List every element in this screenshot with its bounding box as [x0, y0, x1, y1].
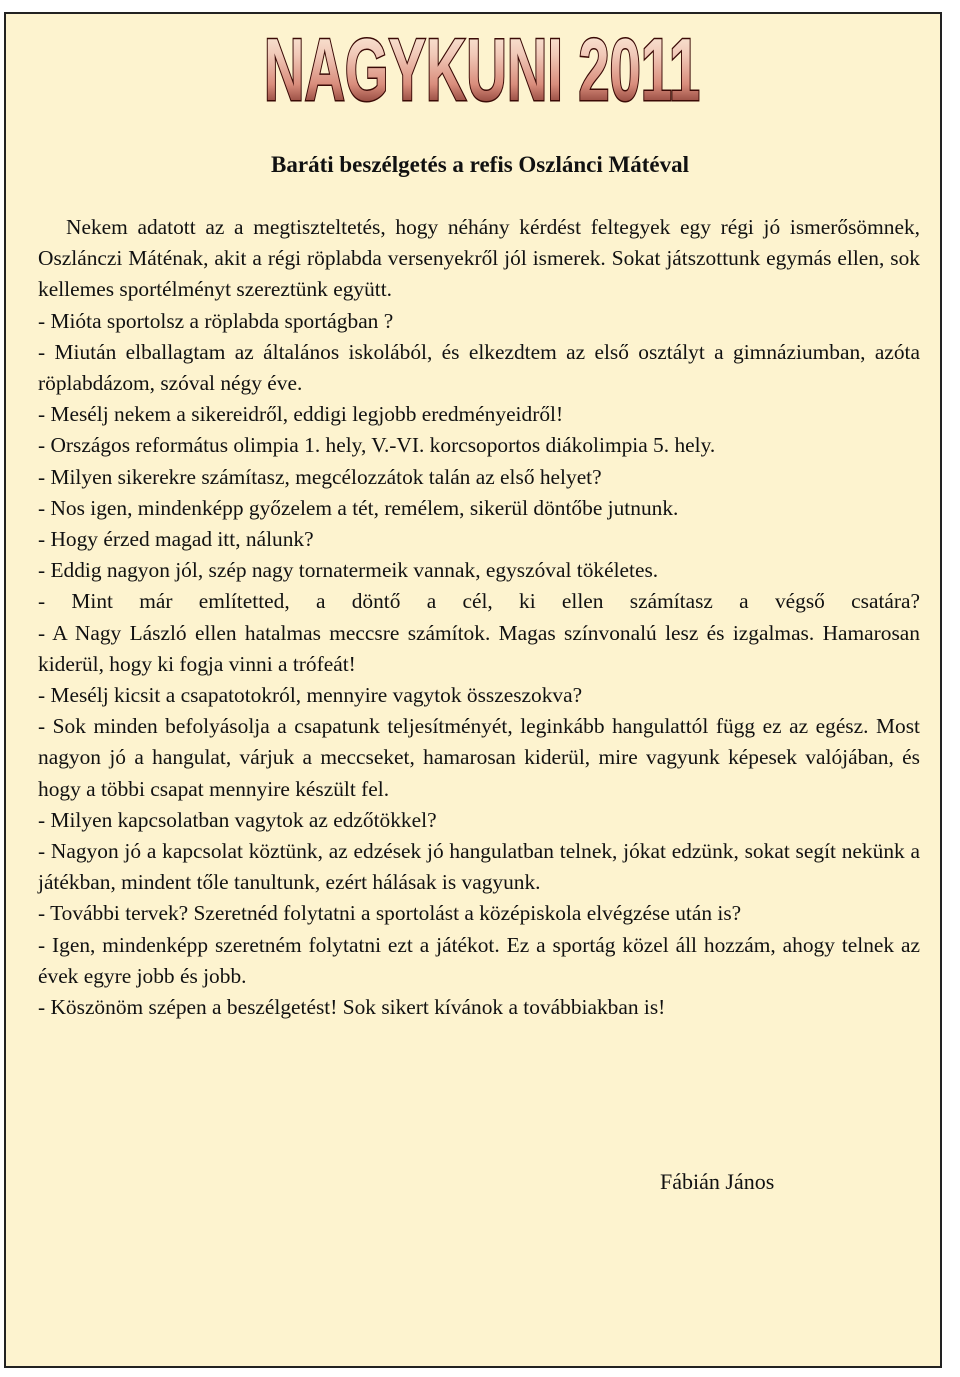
author-signature: Fábián János	[660, 1169, 775, 1194]
interview-line-closing: - Köszönöm szépen a beszélgetést! Sok sikert kívánok a továbbiakban is!	[38, 995, 666, 1020]
interview-line-question: - Mesélj kicsit a csapatotokról, mennyire vagytok összeszokva?	[38, 683, 583, 708]
intro-paragraph: Nekem adatott az a megtiszteltetés, hogy néhány kérdést feltegyek egy régi jó ismerősömnek, Oszlánczi Máténak, akit a régi röplabda versenyekről jól ismerek. Sokat játszottunk egymás ellen, sok kellemes sportélményt szereztünk együtt.	[38, 215, 920, 302]
interview-line-answer: - Országos református olimpia 1. hely, V.-VI. korcsoportos diákolimpia 5. hely.	[38, 433, 716, 458]
interview-line-question: - Hogy érzed magad itt, nálunk?	[38, 527, 314, 552]
interview-line-question: - Milyen sikerekre számítasz, megcélozzátok talán az első helyet?	[38, 464, 602, 489]
interview-line-answer: - Nagyon jó a kapcsolat köztünk, az edzések jó hangulatban telnek, jókat edzünk, sokat segít nekünk a játékban, mindent tőle tanultunk, ezért hálásak is vagyunk.	[38, 839, 920, 895]
interview-line-answer: - Nos igen, mindenképp győzelem a tét, remélem, sikerül döntőbe jutnunk.	[38, 495, 679, 520]
interview-line-question: - További tervek? Szeretnéd folytatni a sportolást a középiskola elvégzése után is?	[38, 901, 742, 926]
interview-line-question: - Mióta sportolsz a röplabda sportágban ?	[38, 308, 394, 333]
interview-line-question: - Mesélj nekem a sikereidről, eddigi legjobb eredményeidről!	[38, 402, 564, 427]
interview-line-answer: - A Nagy László ellen hatalmas meccsre számítok. Magas színvonalú lesz és izgalmas. Hamarosan kiderül, hogy ki fogja vinni a trófeát!	[38, 620, 920, 676]
interview-line-question: - Milyen kapcsolatban vagytok az edzőtökkel?	[38, 807, 437, 832]
interview-line-question: - Mint már említetted, a döntő a cél, ki ellen számítasz a végső csatára?	[38, 589, 920, 614]
article-body	[38, 212, 920, 1023]
interview-line-answer: - Eddig nagyon jól, szép nagy tornatermeik vannak, egyszóval tökéletes.	[38, 558, 659, 583]
banner-title: NAGYKUNI 2011	[264, 20, 700, 119]
header-banner	[260, 20, 704, 119]
interview-line-answer: - Miután elballagtam az általános iskolából, és elkezdtem az első osztályt a gimnáziumban, azóta röplabdázom, szóval négy éve.	[38, 339, 920, 396]
interview-line-answer: - Sok minden befolyásolja a csapatunk teljesítményét, leginkább hangulattól függ ez az egész. Most nagyon jó a hangulat, várjuk a meccseket, hamarosan kiderül, mire vagyunk képesek valójában, és hogy a többi csapat mennyire készült fel.	[38, 714, 920, 801]
interview-line-answer: - Igen, mindenképp szeretném folytatni ezt a játékot. Ez a sportág közel áll hozzám, ahogy telnek az évek egyre jobb és jobb.	[38, 932, 920, 988]
banner-wordart	[260, 20, 704, 119]
article-title: Baráti beszélgetés a refis Oszlánci Mátéval	[271, 152, 689, 177]
